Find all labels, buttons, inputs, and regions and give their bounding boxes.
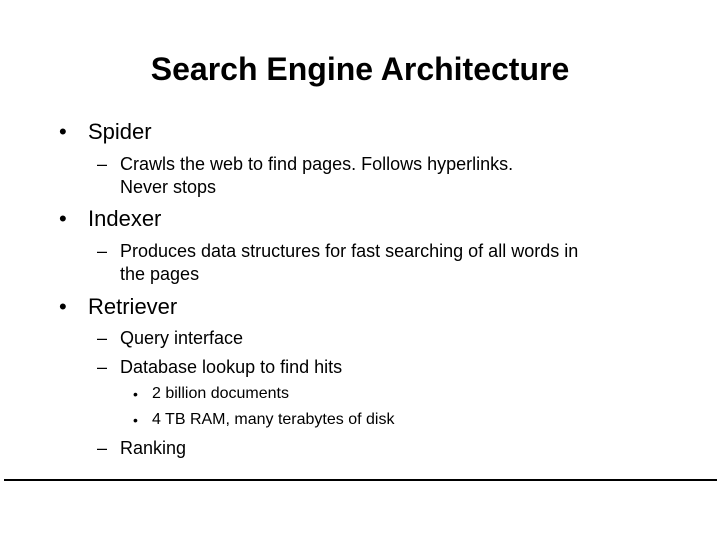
bullet-marker: •: [59, 294, 67, 319]
dash-marker: –: [97, 438, 108, 458]
sub-item-text: [120, 153, 513, 199]
slide-title: Search Engine Architecture: [150, 51, 570, 87]
text-line: the pages: [120, 264, 200, 284]
text-line: Crawls the web to find pages. Follows hyperlinks.: [120, 154, 514, 174]
bullet-text: Spider: [88, 119, 152, 144]
sub-item-text: Query interface: [120, 328, 244, 348]
sub-sub-item-text: 4 TB RAM, many terabytes of disk: [152, 411, 395, 428]
dash-marker: –: [97, 154, 108, 174]
sub-item-text: Database lookup to find hits: [120, 357, 343, 377]
small-bullet-marker: •: [133, 412, 138, 428]
bullet-marker: •: [59, 206, 67, 231]
dash-marker: –: [97, 357, 108, 377]
dash-marker: –: [97, 328, 108, 348]
sub-item-text: Ranking: [120, 438, 187, 458]
horizontal-divider: [4, 479, 717, 481]
dash-marker: –: [97, 241, 108, 261]
bullet-marker: •: [59, 119, 67, 144]
bullet-text: Indexer: [88, 206, 162, 231]
bullet-text: Retriever: [88, 294, 178, 319]
small-bullet-marker: •: [133, 386, 138, 402]
sub-item-text: [120, 240, 578, 286]
text-line: Never stops: [120, 177, 217, 197]
sub-sub-item-text: 2 billion documents: [152, 385, 289, 402]
text-line: Produces data structures for fast searching of all words in: [120, 241, 579, 261]
